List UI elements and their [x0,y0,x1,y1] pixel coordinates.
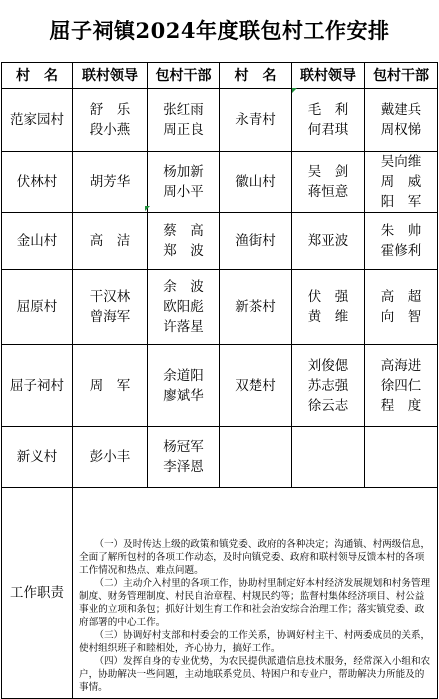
cadre-name: 欧阳彪 [163,299,204,315]
header-cadres-2: 包村干部 [365,63,438,89]
village-name: 屈子祠村 [2,345,73,427]
table-row [2,213,438,270]
duty-paragraph: （一）及时传达上级的政策和镇党委、政府的各种决定；沟通镇、村两级信息，全面了解所包村的各项工作动态，及时向镇党委、政府和联村领导反馈本村的各项工作情况和热点、难点问题。 [79,539,431,576]
cadre-name: 张红雨 [163,102,204,118]
duty-paragraph: （三）协调好村支部和村委会的工作关系，协调好村主干、村两委成员的关系，使村组织班子和睦相处，齐心协力，搞好工作。 [79,630,431,654]
cadre-name: 向 智 [380,309,422,325]
header-village: 村 名 [2,63,73,89]
leader-names [292,270,365,345]
duty-paragraph: （四）发挥自身的专业优势，为农民提供派遣信息技术服务，经常深入小组和农户，协助解决一些问题，主动地联系党员、特困户和专业户，帮助解决力所能及的事情。 [79,656,431,693]
cadre-name: 阳 军 [380,194,422,210]
cadre-names [148,345,220,427]
village-name: 伏林村 [2,152,73,213]
leader-name: 干汉林 [89,289,131,305]
cadre-name: 周正良 [163,122,204,138]
leader-names [73,427,148,488]
village-name: 屈原村 [2,270,73,345]
cadre-names [148,213,220,270]
cadre-name: 杨冠军 [163,439,204,455]
cadre-names [148,427,220,488]
leader-name: 蒋恒意 [307,184,349,200]
table-body [2,89,438,488]
cadre-name: 戴建兵 [380,102,422,118]
cadre-names [365,89,438,152]
cadre-name: 高海进 [380,357,422,374]
cadre-name: 霍修利 [380,243,422,259]
leader-name: 黄 维 [307,309,349,325]
duties-row [2,488,438,699]
header-leaders-2: 联村领导 [292,63,365,89]
cadre-name: 杨加新 [163,164,204,180]
assignment-table [1,62,438,699]
duties-text [73,488,438,699]
leader-names [73,213,148,270]
table-row [2,345,438,427]
leader-name: 郑亚波 [307,233,349,249]
cadre-name: 程 度 [380,397,422,414]
leader-name: 高 洁 [89,233,131,249]
cadre-name: 蔡 高 [163,223,204,239]
table-row [2,152,438,213]
cadre-names [148,152,220,213]
village-name: 新义村 [2,427,73,488]
cadre-name: 周小平 [163,184,204,200]
village-name: 渔街村 [220,213,292,270]
table-row [2,270,438,345]
village-name: 双楚村 [220,345,292,427]
comment-marker [145,206,150,211]
leader-name: 胡芳华 [89,174,131,190]
cadre-name: 李泽恩 [163,459,204,475]
header-row [2,63,438,89]
cadre-names [365,152,438,213]
leader-names [292,152,365,213]
leader-names [73,89,148,152]
leader-name: 刘俊偲 [307,357,349,374]
cadre-names [365,270,438,345]
leader-name: 伏 强 [307,289,349,305]
cadre-name: 周 威 [380,174,422,190]
leader-name: 周 军 [89,377,131,394]
cadre-name: 余道阳 [163,367,204,384]
cadre-names [148,270,220,345]
village-name: 徽山村 [220,152,292,213]
cadre-names [365,345,438,427]
header-village-2: 村 名 [220,63,292,89]
cadre-name: 吴向维 [380,154,422,170]
leader-names [292,345,365,427]
cadre-name: 徐四仁 [380,377,422,394]
cadre-name: 余 波 [163,279,204,295]
cadre-name: 周权悌 [380,122,422,138]
village-name [220,427,292,488]
leader-names [73,270,148,345]
page-title: 屈子祠镇2024年度联包村工作安排 [49,18,390,43]
cadre-name: 高 超 [380,289,422,305]
cadre-names [365,213,438,270]
leader-name: 何君琪 [307,122,349,138]
village-name: 金山村 [2,213,73,270]
header-leaders: 联村领导 [73,63,148,89]
table-row [2,89,438,152]
leader-name: 舒 乐 [89,102,131,118]
cadre-name: 许落星 [163,319,204,335]
duties-label: 工作职责 [2,488,73,699]
header-cadres: 包村干部 [148,63,220,89]
leader-name: 彭小丰 [89,449,131,465]
leader-names [73,345,148,427]
village-name: 永青村 [220,89,292,152]
leader-name: 段小燕 [89,122,131,138]
leader-name: 苏志强 [307,377,349,394]
duty-paragraph: （二）主动介入村里的各项工作，协助村里制定好本村经济发展规划和村务管理制度、财务管理制度、村民自治章程、村规民约等；监督村集体经济项目、村公益事业的立项和条包；抓好计划生育工作和社会治安综合治理工作；落实镇党委、政府部署的中心工作。 [79,578,431,628]
village-name: 新茶村 [220,270,292,345]
cadre-names [148,89,220,152]
leader-names [292,89,365,152]
cadre-name: 郑 波 [163,243,204,259]
leader-name: 毛 利 [307,102,349,118]
cadre-name: 廖斌华 [163,387,204,404]
leader-name: 吴 剑 [307,164,349,180]
leader-names [73,152,148,213]
table-row [2,427,438,488]
village-name: 范家园村 [2,89,73,152]
cadre-name: 朱 帅 [380,223,422,239]
leader-name: 徐云志 [307,397,349,414]
cadre-names [365,427,438,488]
comment-marker [292,88,297,93]
leader-name: 曾海军 [89,309,131,325]
leader-names [292,427,365,488]
leader-names [292,213,365,270]
